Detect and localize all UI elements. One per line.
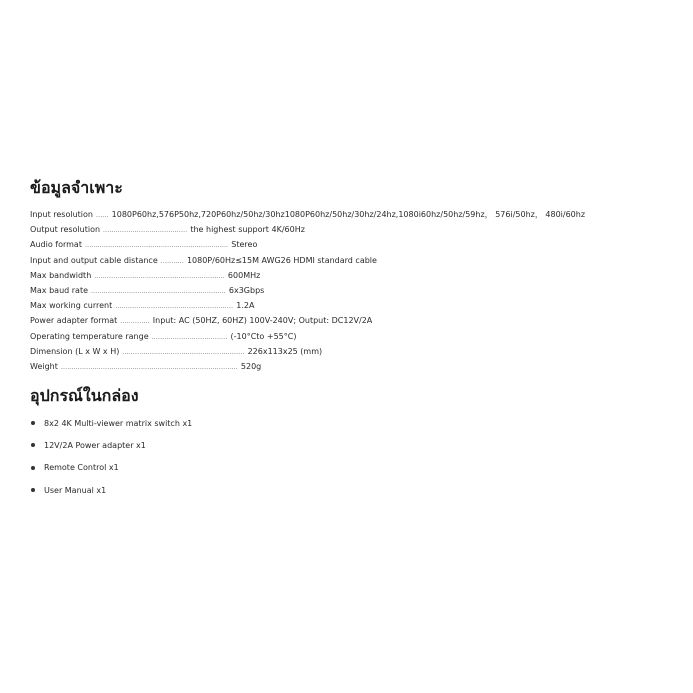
spec-value: (-10°Cto +55°C) <box>230 331 297 341</box>
specs-list <box>30 207 685 374</box>
bullet-icon <box>31 488 35 492</box>
spec-value: Input: AC (50HZ, 60HZ) 100V-240V; Output: DC12V/2A <box>152 316 373 326</box>
spec-value: 1080P60hz,576P50hz,720P60hz/50hz/30hz1080P60hz/50hz/30hz/24hz,1080i60hz/50hz/59hz， 576i/50hz， 480i/60hz <box>111 210 586 219</box>
spec-row <box>30 207 685 222</box>
spec-row <box>30 329 685 344</box>
leader-dots: .............. <box>120 318 150 326</box>
spec-label: Input resolution <box>30 210 93 219</box>
list-item <box>30 412 630 434</box>
spec-value: 1080P/60Hz≤15M AWG26 HDMI standard cable <box>186 255 377 265</box>
leader-dots: .................................................................................... <box>60 363 238 371</box>
spec-label: Operating temperature range <box>30 331 149 341</box>
box-contents-list <box>30 412 630 501</box>
list-item <box>30 434 630 456</box>
specs-heading: ข้อมูลจำเพาะ <box>30 178 123 197</box>
spec-value: 600MHz <box>227 270 261 280</box>
spec-row <box>30 253 685 268</box>
list-item <box>30 479 630 501</box>
spec-row <box>30 313 685 328</box>
list-item-text: 12V/2A Power adapter x1 <box>44 440 146 450</box>
bullet-icon <box>31 466 35 470</box>
spec-label: Power adapter format <box>30 316 118 326</box>
leader-dots: .................................... <box>151 333 228 341</box>
leader-dots: ........................................ <box>103 227 188 235</box>
spec-row <box>30 283 685 298</box>
spec-value: the highest support 4K/60Hz <box>190 225 305 235</box>
list-item-text: User Manual x1 <box>44 485 107 495</box>
leader-dots: ........... <box>160 257 184 265</box>
spec-label: Output resolution <box>30 225 101 235</box>
spec-value: 6x3Gbps <box>228 285 265 295</box>
spec-value: 1.2A <box>236 301 255 311</box>
leader-dots: ................................................................ <box>91 287 226 295</box>
spec-row <box>30 237 685 252</box>
bullet-icon <box>31 443 35 447</box>
spec-value: 520g <box>240 361 262 371</box>
spec-label: Audio format <box>30 240 82 250</box>
spec-row <box>30 222 685 237</box>
list-item-text: 8x2 4K Multi-viewer matrix switch x1 <box>44 418 193 428</box>
spec-row <box>30 359 685 374</box>
spec-label: Weight <box>30 361 58 371</box>
spec-label: Input and output cable distance <box>30 255 158 265</box>
spec-label: Max baud rate <box>30 285 89 295</box>
bullet-icon <box>31 421 35 425</box>
leader-dots: .................................................................... <box>84 242 229 250</box>
list-item-text: Remote Control x1 <box>44 463 119 473</box>
box-contents-heading: อุปกรณ์ในกล่อง <box>30 386 139 405</box>
list-item <box>30 457 630 479</box>
spec-row <box>30 344 685 359</box>
spec-value: Stereo <box>231 240 258 250</box>
spec-row <box>30 298 685 313</box>
spec-label: Dimension (L x W x H) <box>30 346 120 356</box>
spec-label: Max bandwidth <box>30 270 92 280</box>
leader-dots: ...... <box>95 212 109 219</box>
leader-dots: .......................................................... <box>122 348 245 356</box>
spec-label: Max working current <box>30 301 113 311</box>
leader-dots: .............................................................. <box>94 272 225 280</box>
spec-row <box>30 268 685 283</box>
spec-value: 226x113x25 (mm) <box>247 346 323 356</box>
leader-dots: ........................................................ <box>115 303 234 311</box>
